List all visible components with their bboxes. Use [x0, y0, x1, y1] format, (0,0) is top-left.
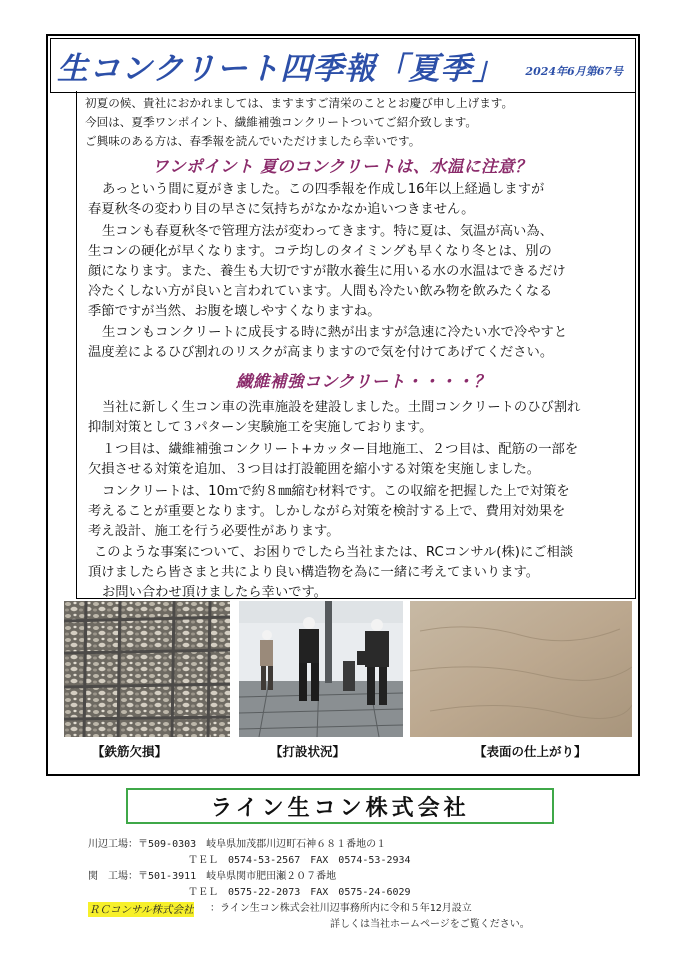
paragraph-line: 生コンも春夏秋冬で管理方法が変わってきます。特に夏は、気温が高い為、	[102, 224, 553, 239]
company-name: ライン生コン株式会社	[210, 795, 470, 821]
intro-line: ご興味のある方は、春季報を読んでいただけましたら幸いです。	[85, 134, 421, 148]
paragraph-line: 春夏秋冬の変わり目の早さに気持ちがなかなか追いつきません。	[88, 202, 475, 217]
title-banner	[50, 38, 636, 93]
paragraph-line: 抑制対策として３パターン実験施工を実施しております。	[88, 420, 433, 435]
rc-consult-description: ：ライン生コン株式会社川辺事務所内に令和５年12月設立	[210, 903, 472, 914]
paragraph-line: 生コンもコンクリートに成長する時に熱が出ますが急速に冷たい水で冷やすと	[102, 325, 568, 340]
paragraph-line: お問い合わせ頂けましたら幸いです。	[102, 585, 327, 600]
photo-surface-finish	[410, 601, 632, 737]
caption-surface-finish: 【表面の仕上がり】	[474, 744, 587, 759]
surface-photo-illustration	[410, 601, 632, 737]
paragraph-line: 温度差によるひび割れのリスクが高まりますので気を付けてあげてください。	[88, 345, 554, 360]
section-heading-fiber-concrete: 繊維補強コンクリート・・・・？	[236, 372, 491, 391]
paragraph-line: 欠損させる対策を追加、３つ目は打設範囲を縮小する対策を実施しました。	[88, 462, 541, 477]
photo-pouring-status	[239, 601, 403, 737]
rc-consult-label: ＲＣコンサル株式会社	[89, 904, 194, 916]
intro-line: 初夏の候、貴社におかれましては、ますますご清栄のこととお慶び申し上げます。	[85, 96, 514, 110]
paragraph-line: 生コンの硬化が早くなります。コテ均しのタイミングも早くなり冬とは、別の	[88, 244, 552, 259]
phone-kawabe-plant: ＴＥＬ 0574-53-2567 FAX 0574-53-2934	[88, 855, 411, 866]
caption-rebar-deficiency: 【鉄筋欠損】	[92, 744, 168, 759]
paragraph-line: コンクリートは、10ｍで約８㎜縮む材料です。この収縮を把握した上で対策を	[102, 484, 570, 499]
paragraph-line: 冷たくしない方が良いと言われています。人間も冷たい飲み物を飲みたくなる	[88, 284, 553, 299]
paragraph-line: 頂けましたら皆さまと共により良い構造物を為に一緒に考えてまいります。	[88, 565, 540, 580]
issue-number: 2024年6月第67号	[525, 65, 623, 78]
rebar-photo-illustration	[64, 601, 230, 737]
paragraph-line: 考えることが重要となります。しかしながら対策を検討する上で、費用対効果を	[88, 504, 566, 519]
address-kawabe-plant: 川辺工場：〒509-0303 岐阜県加茂郡川辺町石神６８１番地の１	[88, 839, 387, 850]
paragraph-line: １つ目は、繊維補強コンクリート+カッター目地施工、２つ目は、配筋の一部を	[102, 442, 579, 457]
website-note: 詳しくは当社ホームページをご覧ください。	[330, 919, 530, 930]
caption-pouring-status: 【打設状況】	[270, 744, 346, 759]
paragraph-line: 顔になります。また、養生も大切ですが散水養生に用いる水の水温はできるだけ	[88, 264, 566, 279]
paragraph-line: 当社に新しく生コン車の洗車施設を建設しました。土間コンクリートのひび割れ	[102, 400, 581, 415]
paragraph-line: 季節ですが当然、お腹を壊しやすくなりますね。	[88, 304, 381, 319]
newsletter-title: 生コンクリート四季報「夏季」	[57, 51, 505, 87]
address-seki-plant: 関 工場：〒501-3911 岐阜県関市肥田瀬２０７番地	[88, 871, 337, 882]
paragraph-line: このような事案について、お困りでしたら当社または、RCコンサル(株)にご相談	[94, 545, 574, 560]
pouring-photo-illustration	[239, 601, 403, 737]
paragraph-line: あっという間に夏がきました。この四季報を作成し16年以上経過しますが	[102, 182, 545, 197]
intro-line: 今回は、夏季ワンポイント、繊維補強コンクリートついてご紹介致します。	[85, 115, 477, 129]
paragraph-line: 考え設計、施工を行う必要性があります。	[88, 524, 340, 539]
photo-rebar-deficiency	[64, 601, 230, 737]
company-name-banner	[126, 788, 554, 824]
phone-seki-plant: ＴＥＬ 0575-22-2073 FAX 0575-24-6029	[88, 887, 411, 898]
section-heading-water-temperature: ワンポイント 夏のコンクリートは、水温に注意？	[152, 157, 532, 176]
